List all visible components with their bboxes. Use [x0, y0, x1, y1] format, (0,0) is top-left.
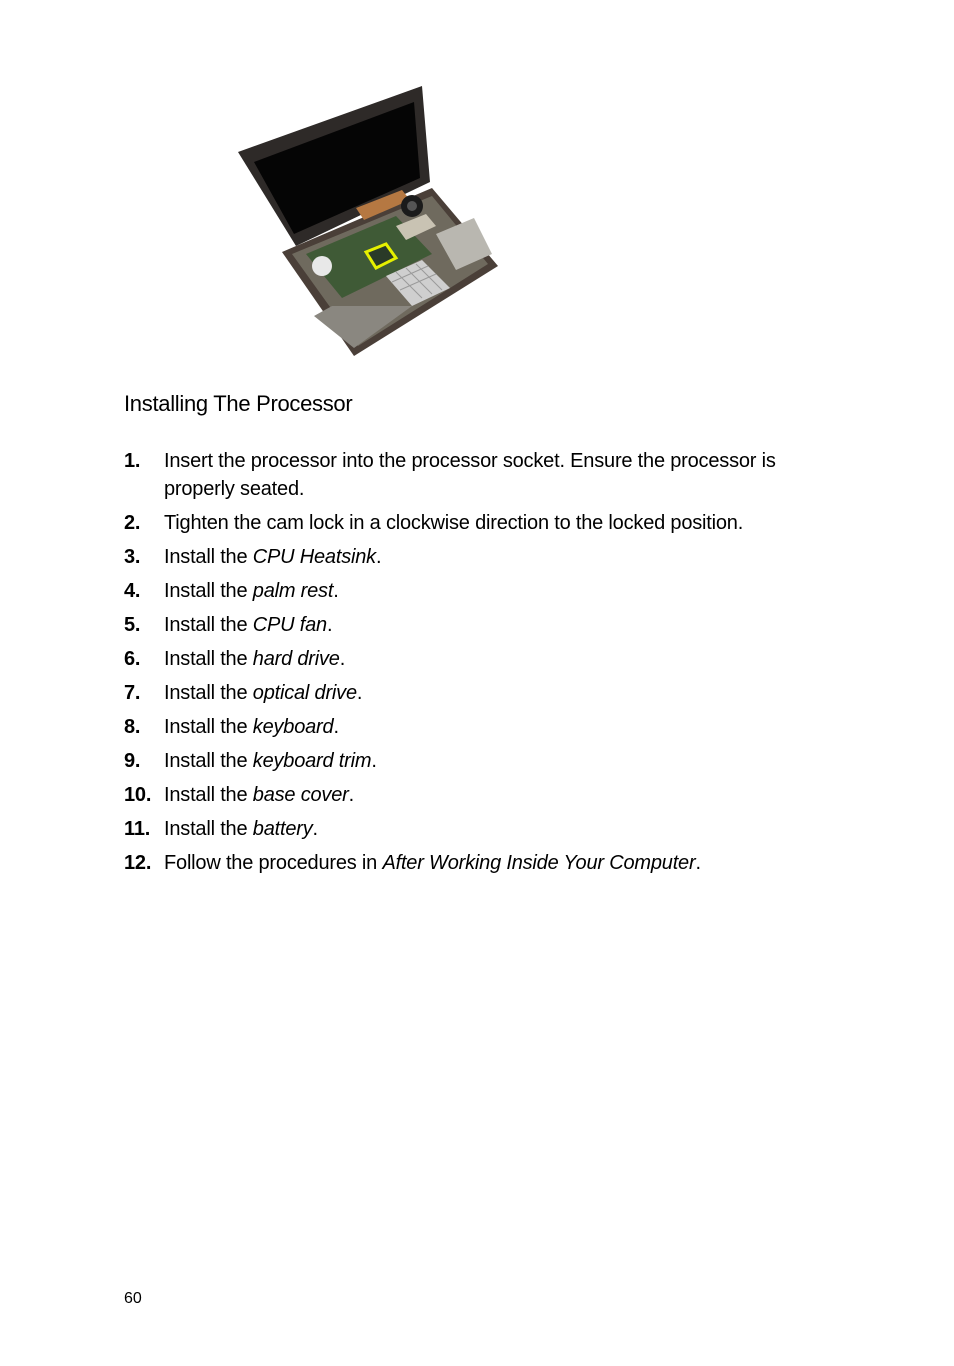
step-text-end: . [326, 614, 333, 636]
step-link[interactable]: keyboard [252, 716, 334, 738]
step-text-end: . [333, 716, 339, 738]
step-link[interactable]: CPU fan [252, 614, 327, 636]
step-text: Install the [164, 614, 253, 636]
section-title: Installing The Processor [124, 391, 353, 416]
step-number: 8. [124, 716, 141, 738]
step-link[interactable]: optical drive [252, 682, 357, 704]
step-number: 11. [124, 818, 151, 840]
step-text-end: . [695, 852, 701, 874]
step-link[interactable]: keyboard trim [252, 750, 372, 772]
step-number: 12. [124, 852, 152, 874]
step-number: 1. [124, 450, 141, 472]
step-number: 10. [124, 784, 152, 806]
step-link[interactable]: After Working Inside Your Computer [382, 852, 696, 874]
step-6 [124, 645, 834, 673]
step-text: Install the [164, 750, 253, 772]
step-link[interactable]: base cover [252, 784, 349, 806]
step-2 [124, 509, 834, 537]
step-11 [124, 815, 834, 843]
step-number: 9. [124, 750, 141, 772]
step-9 [124, 747, 834, 775]
step-number: 3. [124, 546, 141, 568]
step-8 [124, 713, 834, 741]
step-5 [124, 611, 834, 639]
step-12 [124, 849, 834, 877]
step-number: 2. [124, 512, 141, 534]
laptop-figure [236, 84, 522, 360]
step-10 [124, 781, 834, 809]
step-text: Follow the procedures in [164, 852, 383, 874]
step-text: Install the [164, 818, 253, 840]
step-number: 7. [124, 682, 141, 704]
step-link[interactable]: hard drive [252, 648, 340, 670]
step-text-end: . [333, 580, 339, 602]
step-1 [124, 447, 834, 503]
step-text: Install the [164, 648, 253, 670]
step-link[interactable]: battery [252, 818, 313, 840]
step-text-end: . [348, 784, 354, 806]
step-text-end: . [312, 818, 318, 840]
step-4 [124, 577, 834, 605]
step-link[interactable]: palm rest [252, 580, 334, 602]
page-number: 60 [124, 1290, 142, 1307]
step-text: Tighten the cam lock in a clockwise direction to the locked position. [164, 512, 744, 534]
laptop-processor-icon [236, 84, 522, 360]
step-text: Install the [164, 580, 253, 602]
step-number: 6. [124, 648, 141, 670]
step-text-end: . [339, 648, 346, 670]
step-text-end: . [375, 546, 382, 568]
step-7 [124, 679, 834, 707]
step-number: 5. [124, 614, 141, 636]
step-text-end: . [371, 750, 377, 772]
step-text: Install the [164, 682, 253, 704]
step-3 [124, 543, 834, 571]
step-list [124, 447, 834, 883]
step-text: Install the [164, 716, 253, 738]
step-link[interactable]: CPU Heatsink [252, 546, 376, 568]
step-text: Install the [164, 546, 253, 568]
step-text: Install the [164, 784, 253, 806]
step-text-end: . [356, 682, 363, 704]
step-number: 4. [124, 580, 141, 602]
step-text: Insert the processor into the processor socket. Ensure the processor is properly seated. [164, 450, 776, 500]
